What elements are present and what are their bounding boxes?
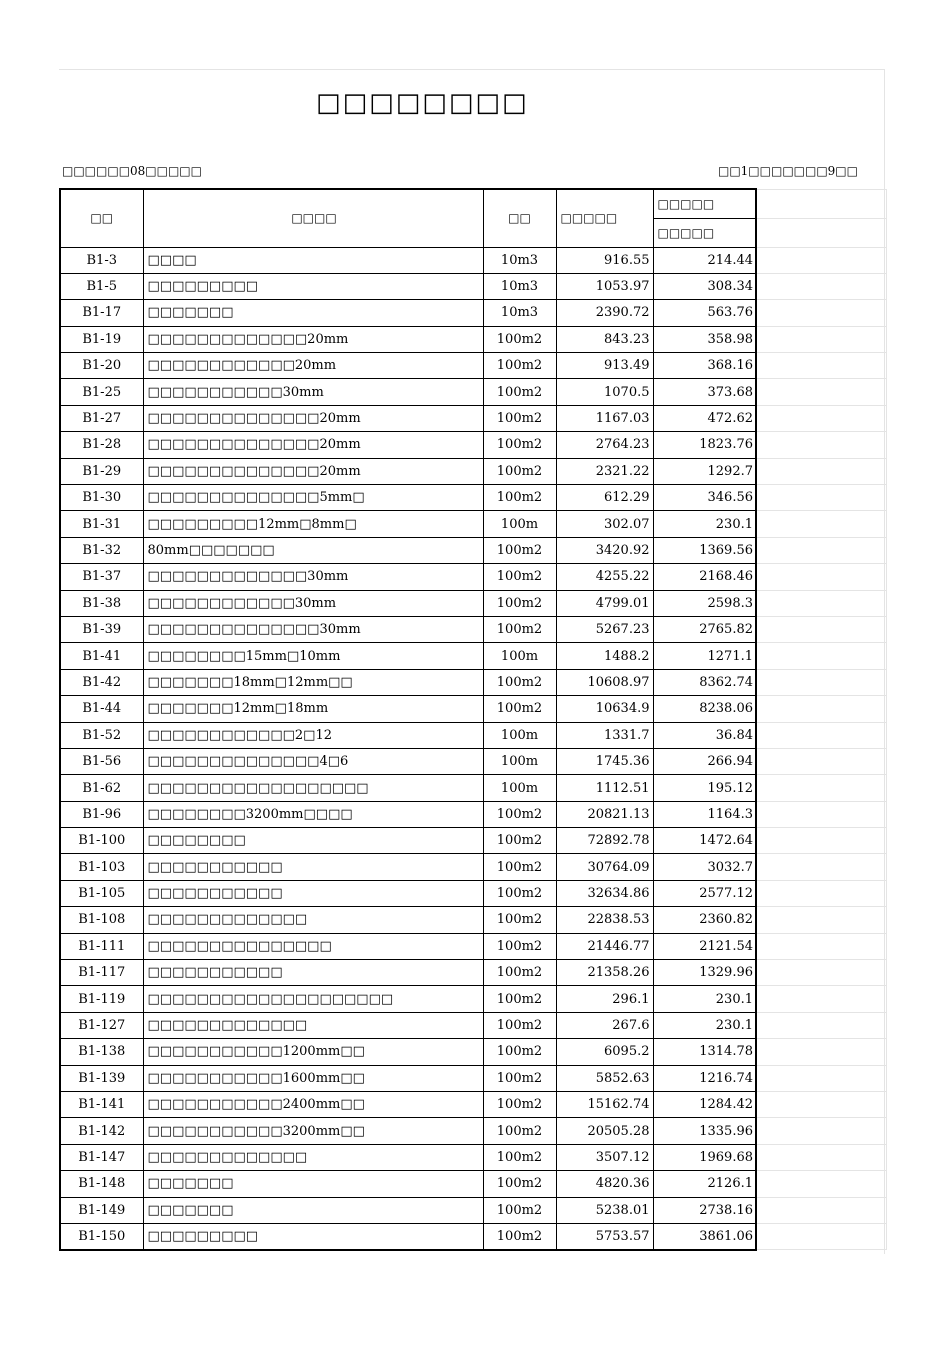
row-code: B1-148 xyxy=(60,1171,143,1197)
table-row xyxy=(60,353,886,379)
row-code: B1-147 xyxy=(60,1144,143,1170)
row-name: □□□□□□□□□□□□□20mm xyxy=(143,326,483,352)
row-unit: 100m2 xyxy=(483,1171,556,1197)
row-code: B1-27 xyxy=(60,405,143,431)
table-row xyxy=(60,933,886,959)
header-group: □□□□□ xyxy=(653,189,756,218)
row-name: □□□□□□□□□ xyxy=(143,273,483,299)
row-labor: 1823.76 xyxy=(653,432,756,458)
row-name: □□□□□□□□□□□□2□12 xyxy=(143,722,483,748)
row-code: B1-141 xyxy=(60,1092,143,1118)
row-unit: 100m xyxy=(483,775,556,801)
row-extra xyxy=(756,643,886,669)
row-labor: 1335.96 xyxy=(653,1118,756,1144)
row-code: B1-150 xyxy=(60,1223,143,1249)
row-name: □□□□□□□□□□□ xyxy=(143,854,483,880)
row-base-price: 10608.97 xyxy=(556,669,653,695)
row-base-price: 2390.72 xyxy=(556,300,653,326)
table-row xyxy=(60,1197,886,1223)
row-name: □□□□□□□□□12mm□8mm□ xyxy=(143,511,483,537)
row-unit: 100m xyxy=(483,643,556,669)
row-base-price: 1053.97 xyxy=(556,273,653,299)
row-unit: 100m2 xyxy=(483,1092,556,1118)
row-base-price: 4799.01 xyxy=(556,590,653,616)
row-name: □□□□□□□□□□□□□□20mm xyxy=(143,458,483,484)
row-base-price: 1112.51 xyxy=(556,775,653,801)
row-base-price: 6095.2 xyxy=(556,1039,653,1065)
row-extra xyxy=(756,590,886,616)
row-labor: 2168.46 xyxy=(653,564,756,590)
rates-table xyxy=(59,188,887,1251)
row-extra xyxy=(756,1012,886,1038)
table-row xyxy=(60,432,886,458)
row-extra xyxy=(756,1197,886,1223)
header-code: □□ xyxy=(60,189,143,247)
row-name: 80mm□□□□□□□ xyxy=(143,537,483,563)
table-row xyxy=(60,1065,886,1091)
table-row xyxy=(60,801,886,827)
header-name: □□□□ xyxy=(143,189,483,247)
row-labor: 230.1 xyxy=(653,1012,756,1038)
row-extra xyxy=(756,247,886,273)
table-row xyxy=(60,986,886,1012)
table-row xyxy=(60,485,886,511)
row-labor: 2360.82 xyxy=(653,907,756,933)
row-labor: 1164.3 xyxy=(653,801,756,827)
table-row xyxy=(60,300,886,326)
row-extra xyxy=(756,300,886,326)
row-extra xyxy=(756,458,886,484)
row-labor: 1369.56 xyxy=(653,537,756,563)
row-labor: 472.62 xyxy=(653,405,756,431)
row-labor: 195.12 xyxy=(653,775,756,801)
table-row xyxy=(60,564,886,590)
row-unit: 100m2 xyxy=(483,696,556,722)
row-base-price: 1488.2 xyxy=(556,643,653,669)
row-labor: 2577.12 xyxy=(653,880,756,906)
row-extra xyxy=(756,353,886,379)
row-unit: 100m2 xyxy=(483,880,556,906)
row-code: B1-17 xyxy=(60,300,143,326)
row-base-price: 4255.22 xyxy=(556,564,653,590)
row-extra xyxy=(756,907,886,933)
row-labor: 346.56 xyxy=(653,485,756,511)
row-labor: 214.44 xyxy=(653,247,756,273)
row-labor: 266.94 xyxy=(653,748,756,774)
row-base-price: 20821.13 xyxy=(556,801,653,827)
row-base-price: 72892.78 xyxy=(556,828,653,854)
header-extra-1 xyxy=(756,189,886,218)
row-unit: 10m3 xyxy=(483,273,556,299)
row-unit: 100m2 xyxy=(483,326,556,352)
row-name: □□□□□□□□□□□□□□30mm xyxy=(143,616,483,642)
row-name: □□□□□□□□□□□1200mm□□ xyxy=(143,1039,483,1065)
row-unit: 100m2 xyxy=(483,1012,556,1038)
table-row xyxy=(60,247,886,273)
row-labor: 8238.06 xyxy=(653,696,756,722)
table-row xyxy=(60,643,886,669)
row-unit: 100m2 xyxy=(483,960,556,986)
row-extra xyxy=(756,405,886,431)
row-base-price: 22838.53 xyxy=(556,907,653,933)
row-extra xyxy=(756,696,886,722)
row-unit: 100m2 xyxy=(483,933,556,959)
table-row xyxy=(60,880,886,906)
row-name: □□□□□□□□□ xyxy=(143,1223,483,1249)
row-extra xyxy=(756,537,886,563)
row-unit: 10m3 xyxy=(483,300,556,326)
row-labor: 308.34 xyxy=(653,273,756,299)
row-code: B1-103 xyxy=(60,854,143,880)
table-row xyxy=(60,696,886,722)
row-code: B1-38 xyxy=(60,590,143,616)
row-base-price: 267.6 xyxy=(556,1012,653,1038)
row-unit: 100m2 xyxy=(483,485,556,511)
table-row xyxy=(60,616,886,642)
table-row xyxy=(60,1144,886,1170)
row-base-price: 1331.7 xyxy=(556,722,653,748)
row-base-price: 30764.09 xyxy=(556,854,653,880)
row-name: □□□□□□□□15mm□10mm xyxy=(143,643,483,669)
row-name: □□□□□□□□□□□□□□20mm xyxy=(143,432,483,458)
table-row xyxy=(60,854,886,880)
row-extra xyxy=(756,748,886,774)
row-name: □□□□□□□□□□□□□□20mm xyxy=(143,405,483,431)
row-name: □□□□□□□18mm□12mm□□ xyxy=(143,669,483,695)
row-code: B1-111 xyxy=(60,933,143,959)
header-base-price: □□□□□ xyxy=(556,189,653,247)
row-name: □□□□□□□□□□□□□ xyxy=(143,1012,483,1038)
row-base-price: 5267.23 xyxy=(556,616,653,642)
table-row xyxy=(60,379,886,405)
row-code: B1-100 xyxy=(60,828,143,854)
row-extra xyxy=(756,379,886,405)
row-code: B1-117 xyxy=(60,960,143,986)
row-extra xyxy=(756,485,886,511)
row-code: B1-127 xyxy=(60,1012,143,1038)
row-code: B1-37 xyxy=(60,564,143,590)
row-extra xyxy=(756,1118,886,1144)
row-base-price: 843.23 xyxy=(556,326,653,352)
row-labor: 563.76 xyxy=(653,300,756,326)
row-code: B1-29 xyxy=(60,458,143,484)
row-labor: 358.98 xyxy=(653,326,756,352)
row-labor: 373.68 xyxy=(653,379,756,405)
row-extra xyxy=(756,1144,886,1170)
row-unit: 100m2 xyxy=(483,986,556,1012)
row-unit: 100m2 xyxy=(483,1197,556,1223)
table-row xyxy=(60,405,886,431)
row-base-price: 916.55 xyxy=(556,247,653,273)
row-extra xyxy=(756,273,886,299)
row-base-price: 2764.23 xyxy=(556,432,653,458)
row-extra xyxy=(756,1039,886,1065)
row-name: □□□□□□□ xyxy=(143,1197,483,1223)
row-extra xyxy=(756,722,886,748)
row-unit: 100m2 xyxy=(483,1144,556,1170)
row-unit: 100m2 xyxy=(483,405,556,431)
table-row xyxy=(60,748,886,774)
row-base-price: 21358.26 xyxy=(556,960,653,986)
row-unit: 100m2 xyxy=(483,537,556,563)
row-base-price: 5238.01 xyxy=(556,1197,653,1223)
row-name: □□□□□□□□□□□□□□5mm□ xyxy=(143,485,483,511)
row-unit: 100m2 xyxy=(483,1223,556,1249)
row-base-price: 296.1 xyxy=(556,986,653,1012)
row-code: B1-142 xyxy=(60,1118,143,1144)
table-row xyxy=(60,326,886,352)
row-unit: 100m2 xyxy=(483,353,556,379)
row-name: □□□□□□□□□□□□30mm xyxy=(143,590,483,616)
row-code: B1-105 xyxy=(60,880,143,906)
row-name: □□□□□□□□□□□ xyxy=(143,960,483,986)
row-name: □□□□□□□□□□□□□ xyxy=(143,907,483,933)
row-unit: 100m2 xyxy=(483,616,556,642)
row-name: □□□□□□□□□□□□20mm xyxy=(143,353,483,379)
row-extra xyxy=(756,1171,886,1197)
row-unit: 100m2 xyxy=(483,379,556,405)
row-unit: 100m2 xyxy=(483,1065,556,1091)
row-code: B1-3 xyxy=(60,247,143,273)
row-code: B1-42 xyxy=(60,669,143,695)
row-extra xyxy=(756,960,886,986)
table-row xyxy=(60,960,886,986)
row-name: □□□□□□□□□□□2400mm□□ xyxy=(143,1092,483,1118)
row-labor: 1314.78 xyxy=(653,1039,756,1065)
row-code: B1-41 xyxy=(60,643,143,669)
row-extra xyxy=(756,986,886,1012)
row-extra xyxy=(756,669,886,695)
row-code: B1-62 xyxy=(60,775,143,801)
row-labor: 1472.64 xyxy=(653,828,756,854)
row-base-price: 4820.36 xyxy=(556,1171,653,1197)
row-base-price: 913.49 xyxy=(556,353,653,379)
row-name: □□□□□□□□□□□ xyxy=(143,880,483,906)
row-name: □□□□□□□12mm□18mm xyxy=(143,696,483,722)
row-name: □□□□□□□□□□□3200mm□□ xyxy=(143,1118,483,1144)
row-name: □□□□□□□□□□□□□ xyxy=(143,1144,483,1170)
row-unit: 100m2 xyxy=(483,1118,556,1144)
row-labor: 1271.1 xyxy=(653,643,756,669)
table-row xyxy=(60,1012,886,1038)
row-labor: 1292.7 xyxy=(653,458,756,484)
table-row xyxy=(60,1039,886,1065)
row-labor: 3861.06 xyxy=(653,1223,756,1249)
row-base-price: 32634.86 xyxy=(556,880,653,906)
row-code: B1-149 xyxy=(60,1197,143,1223)
row-name: □□□□□□□□□□□1600mm□□ xyxy=(143,1065,483,1091)
table-row xyxy=(60,775,886,801)
row-code: B1-19 xyxy=(60,326,143,352)
row-labor: 3032.7 xyxy=(653,854,756,880)
row-base-price: 1070.5 xyxy=(556,379,653,405)
row-name: □□□□□□□□□□□□□□4□6 xyxy=(143,748,483,774)
table-row xyxy=(60,722,886,748)
row-code: B1-44 xyxy=(60,696,143,722)
row-unit: 100m2 xyxy=(483,669,556,695)
row-name: □□□□□□□ xyxy=(143,1171,483,1197)
row-extra xyxy=(756,801,886,827)
row-unit: 100m2 xyxy=(483,854,556,880)
row-extra xyxy=(756,775,886,801)
row-extra xyxy=(756,616,886,642)
row-extra xyxy=(756,854,886,880)
table-row xyxy=(60,1092,886,1118)
row-labor: 1969.68 xyxy=(653,1144,756,1170)
row-name: □□□□□□□□□□□□□□□□□□ xyxy=(143,775,483,801)
row-labor: 8362.74 xyxy=(653,669,756,695)
row-base-price: 3420.92 xyxy=(556,537,653,563)
row-base-price: 10634.9 xyxy=(556,696,653,722)
row-code: B1-30 xyxy=(60,485,143,511)
row-base-price: 2321.22 xyxy=(556,458,653,484)
row-base-price: 1167.03 xyxy=(556,405,653,431)
row-extra xyxy=(756,564,886,590)
row-base-price: 20505.28 xyxy=(556,1118,653,1144)
row-unit: 100m2 xyxy=(483,907,556,933)
row-code: B1-20 xyxy=(60,353,143,379)
row-code: B1-56 xyxy=(60,748,143,774)
header-row-1 xyxy=(60,189,886,218)
row-base-price: 1745.36 xyxy=(556,748,653,774)
row-labor: 36.84 xyxy=(653,722,756,748)
row-labor: 230.1 xyxy=(653,511,756,537)
table-row xyxy=(60,273,886,299)
row-code: B1-108 xyxy=(60,907,143,933)
row-name: □□□□□□□□□□□□□□□ xyxy=(143,933,483,959)
row-name: □□□□□□□ xyxy=(143,300,483,326)
subtitle-right: □□1□□□□□□□9□□ xyxy=(718,164,858,178)
row-unit: 100m2 xyxy=(483,828,556,854)
row-code: B1-52 xyxy=(60,722,143,748)
header-extra-2 xyxy=(756,218,886,247)
row-name: □□□□□□□□□□□□□□□□□□□□ xyxy=(143,986,483,1012)
subtitle-left: □□□□□□08□□□□□ xyxy=(62,164,202,178)
row-base-price: 3507.12 xyxy=(556,1144,653,1170)
row-extra xyxy=(756,880,886,906)
header-unit: □□ xyxy=(483,189,556,247)
row-extra xyxy=(756,1065,886,1091)
row-labor: 2598.3 xyxy=(653,590,756,616)
row-labor: 1329.96 xyxy=(653,960,756,986)
row-labor: 2738.16 xyxy=(653,1197,756,1223)
row-unit: 100m2 xyxy=(483,801,556,827)
row-unit: 100m2 xyxy=(483,432,556,458)
row-unit: 100m xyxy=(483,748,556,774)
table-row xyxy=(60,828,886,854)
row-code: B1-39 xyxy=(60,616,143,642)
row-unit: 100m xyxy=(483,511,556,537)
page-title: □□□□□□□□ xyxy=(316,88,529,118)
row-code: B1-28 xyxy=(60,432,143,458)
row-labor: 2765.82 xyxy=(653,616,756,642)
row-code: B1-25 xyxy=(60,379,143,405)
row-base-price: 21446.77 xyxy=(556,933,653,959)
row-name: □□□□□□□□ xyxy=(143,828,483,854)
row-extra xyxy=(756,1223,886,1249)
row-extra xyxy=(756,432,886,458)
row-name: □□□□□□□□3200mm□□□□ xyxy=(143,801,483,827)
table-row xyxy=(60,537,886,563)
row-unit: 100m2 xyxy=(483,1039,556,1065)
table-row xyxy=(60,669,886,695)
row-base-price: 612.29 xyxy=(556,485,653,511)
row-code: B1-119 xyxy=(60,986,143,1012)
row-code: B1-139 xyxy=(60,1065,143,1091)
row-unit: 10m3 xyxy=(483,247,556,273)
row-name: □□□□ xyxy=(143,247,483,273)
row-base-price: 5753.57 xyxy=(556,1223,653,1249)
table-row xyxy=(60,458,886,484)
row-code: B1-96 xyxy=(60,801,143,827)
row-extra xyxy=(756,933,886,959)
row-unit: 100m2 xyxy=(483,564,556,590)
row-code: B1-32 xyxy=(60,537,143,563)
row-code: B1-138 xyxy=(60,1039,143,1065)
row-extra xyxy=(756,511,886,537)
row-base-price: 302.07 xyxy=(556,511,653,537)
row-code: B1-5 xyxy=(60,273,143,299)
row-extra xyxy=(756,828,886,854)
row-labor: 1284.42 xyxy=(653,1092,756,1118)
row-labor: 230.1 xyxy=(653,986,756,1012)
table-row xyxy=(60,1171,886,1197)
row-labor: 368.16 xyxy=(653,353,756,379)
row-labor: 1216.74 xyxy=(653,1065,756,1091)
row-name: □□□□□□□□□□□30mm xyxy=(143,379,483,405)
table-row xyxy=(60,1118,886,1144)
table-row xyxy=(60,590,886,616)
row-name: □□□□□□□□□□□□□30mm xyxy=(143,564,483,590)
row-extra xyxy=(756,326,886,352)
row-unit: 100m2 xyxy=(483,590,556,616)
row-unit: 100m xyxy=(483,722,556,748)
table-row xyxy=(60,511,886,537)
row-extra xyxy=(756,1092,886,1118)
row-base-price: 15162.74 xyxy=(556,1092,653,1118)
row-labor: 2126.1 xyxy=(653,1171,756,1197)
row-base-price: 5852.63 xyxy=(556,1065,653,1091)
row-unit: 100m2 xyxy=(483,458,556,484)
header-labor: □□□□□ xyxy=(653,218,756,247)
table-row xyxy=(60,1223,886,1249)
table-row xyxy=(60,907,886,933)
row-labor: 2121.54 xyxy=(653,933,756,959)
row-code: B1-31 xyxy=(60,511,143,537)
